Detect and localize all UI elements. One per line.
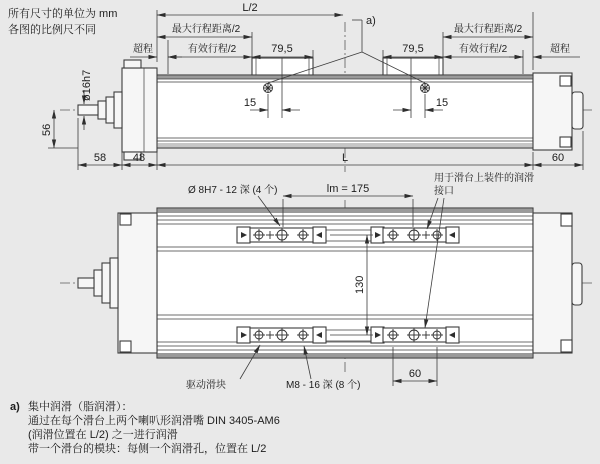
dim-60-label: 60: [551, 152, 565, 164]
side-view-shaft: [78, 105, 98, 115]
dim-half-length-label: L/2: [242, 2, 258, 14]
footnote-line3: (润滑位置在 L/2) 之一进行润滑: [28, 429, 178, 441]
lube-port-label-line1: 用于滑台上装件的润滑: [434, 173, 534, 184]
side-view-body: [157, 75, 533, 148]
dim-795-right-label: 79,5: [402, 43, 424, 55]
dim-max-stroke-right-label: 最大行程距离/2: [453, 24, 523, 35]
footnote-line4: 带一个滑台的模块：每侧一个润滑孔，位置在 L/2: [28, 443, 267, 455]
footnote-line1: 集中润滑（脂润滑）：: [28, 401, 133, 413]
top-view-end-cap: [533, 213, 582, 353]
grease-nipple-right-icon: [421, 84, 430, 93]
carriage-lower-right: [371, 327, 459, 343]
drive-slider-label: 驱动滑块: [186, 380, 226, 391]
top-view-drive-head: [78, 213, 157, 353]
dim-48-label: 48: [132, 152, 146, 164]
dim-eff-stroke-left-label: 有效行程/2: [187, 44, 237, 55]
footnote-marker: a): [10, 401, 20, 413]
dim-eff-stroke-right-label: 有效行程/2: [458, 44, 508, 55]
dim-795-left-label: 79,5: [271, 43, 293, 55]
dim-60-bottom-label: 60: [408, 368, 422, 380]
top-view-body: [157, 208, 533, 358]
carriage-lower-left: [237, 327, 326, 343]
dim-overtravel-left-label: 超程: [133, 44, 153, 55]
footnote-line2: 通过在每个滑台上两个喇叭形润滑嘴 DIN 3405-AM6: [28, 415, 280, 427]
dim-shaft-dia-label: ø16h7: [81, 69, 93, 101]
side-view-slide-left: [252, 58, 313, 75]
dim-56-label: 56: [41, 123, 53, 136]
thread-holes-label: M8 - 16 深 (8 个): [286, 380, 361, 391]
dim-overtravel-right-label: 超程: [550, 44, 570, 55]
dim-15-left-label: 15: [243, 97, 257, 109]
dim-length-label: L: [341, 152, 349, 164]
carriage-upper-left: [237, 227, 326, 243]
carriage-upper-right: [371, 227, 459, 243]
dim-15-right-label: 15: [435, 97, 449, 109]
units-note-line2: 各图的比例尺不同: [8, 24, 96, 36]
dim-130-label: 130: [354, 275, 366, 294]
top-view-shaft: [78, 278, 94, 288]
grease-nipple-left-icon: [264, 84, 273, 93]
ref-a-label: a): [366, 15, 376, 27]
side-view: [41, 2, 595, 172]
dim-max-stroke-left-label: 最大行程距离/2: [171, 24, 241, 35]
top-view: [60, 171, 595, 391]
units-note-line1: 所有尺寸的单位为 mm: [8, 8, 118, 20]
footnote: [10, 400, 280, 456]
side-view-end-cap: [533, 73, 583, 150]
lube-port-label-line2: 接口: [434, 186, 454, 197]
dim-58-label: 58: [93, 152, 107, 164]
dim-lm-label: lm = 175: [326, 183, 370, 195]
dowel-holes-label: Ø 8H7 - 12 深 (4 个): [188, 185, 278, 196]
